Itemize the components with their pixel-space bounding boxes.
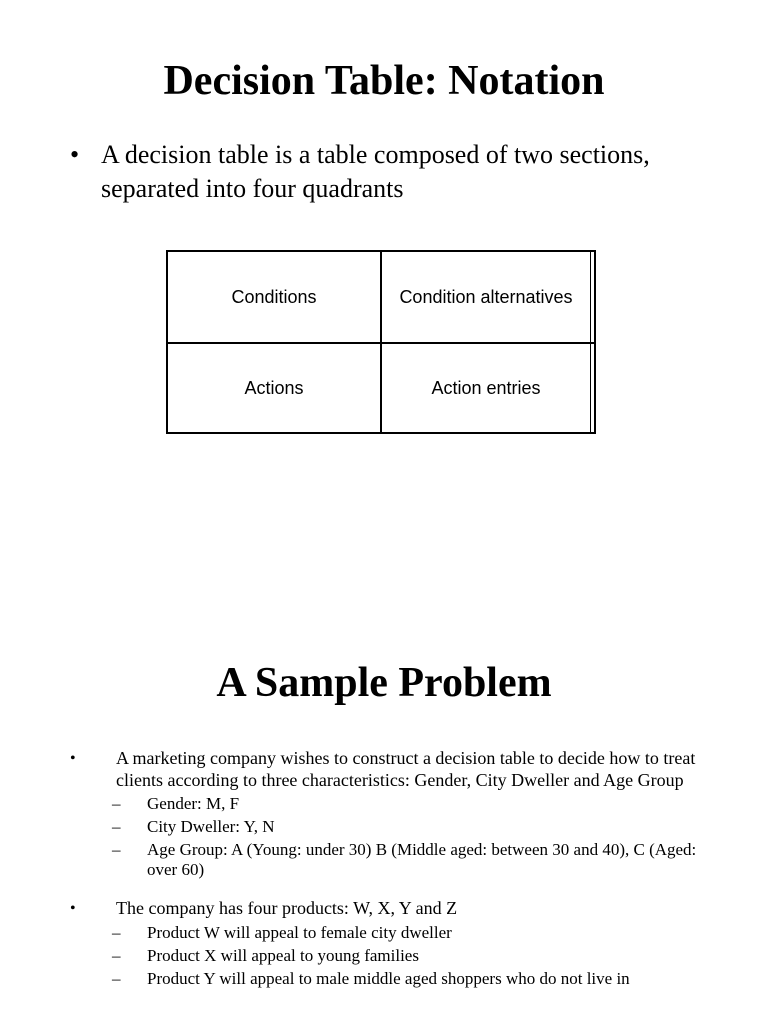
bullet-icon: • — [70, 900, 76, 917]
list-item-text: The company has four products: W, X, Y and Z — [116, 898, 458, 918]
sub-list-item — [70, 969, 710, 989]
table-border-inner-right — [590, 252, 591, 432]
intro-bullet-text: A decision table is a table composed of two sections, separated into four quadrants — [101, 140, 650, 203]
sub-list-item — [70, 923, 710, 943]
sub-list-item-text: Product X will appeal to young families — [147, 945, 419, 965]
sub-list-item-text: Gender: M, F — [147, 794, 240, 813]
quadrant-action-entries: Action entries — [431, 377, 541, 398]
sub-list-item — [70, 840, 710, 880]
list-item-text: A marketing company wishes to construct a decision table to decide how to treat clients according to three characteristics: Gender, City Dweller and Age Group — [116, 748, 696, 790]
bullet-icon: • — [70, 750, 76, 767]
sub-list-item — [70, 946, 710, 966]
slide-title-sample-problem: A Sample Problem — [216, 660, 552, 706]
sub-list-item-text: Product W will appeal to female city dweller — [147, 922, 452, 942]
dash-icon: – — [112, 840, 121, 859]
sub-list-item — [70, 794, 710, 814]
sub-list-item-text: Product Y will appeal to male middle aged shoppers who do not live in — [147, 968, 630, 988]
sample-problem-content — [70, 748, 710, 989]
list-item — [70, 748, 710, 791]
dash-icon: – — [112, 794, 121, 813]
decision-table-diagram — [166, 250, 596, 434]
sub-list-item-text: Age Group: A (Young: under 30) B (Middle aged: between 30 and 40), C (Aged: over 60) — [147, 840, 697, 879]
sub-list-item-text: City Dweller: Y, N — [147, 817, 275, 836]
slide-title-notation: Decision Table: Notation — [163, 58, 605, 104]
dash-icon: – — [112, 922, 121, 942]
bullet-icon: • — [70, 140, 80, 169]
quadrant-actions: Actions — [244, 377, 304, 398]
dash-icon: – — [112, 945, 121, 965]
table-divider-horizontal — [168, 342, 594, 344]
quadrant-condition-alternatives: Condition alternatives — [399, 286, 573, 307]
dash-icon: – — [112, 817, 121, 836]
list-item — [70, 898, 710, 920]
quadrant-conditions: Conditions — [231, 286, 317, 307]
dash-icon: – — [112, 968, 121, 988]
sub-list-item — [70, 817, 710, 837]
